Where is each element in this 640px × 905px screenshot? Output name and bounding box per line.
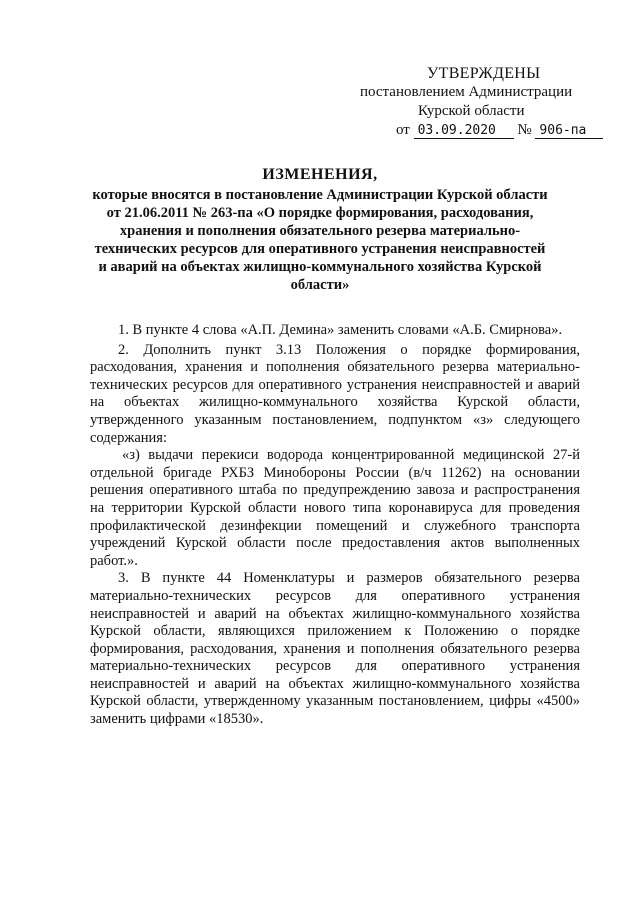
approved-region-line: Курской области: [418, 103, 525, 119]
paragraph-1: 1. В пункте 4 слова «А.П. Демина» заменить словами «А.Б. Смирнова».: [118, 322, 563, 338]
approved-heading: УТВЕРЖДЕНЫ: [427, 65, 541, 82]
approval-date-number-line: [360, 121, 587, 140]
number-prefix: №: [517, 122, 532, 138]
paragraph-3: 3. В пункте 44 Номенклатуры и размеров обязательного резерва материально-технических ресурсов для оперативного устранения неисправностей и аварий на объектах жилищно-коммунального хозяйства Курской области, являющихся приложением к Положению о порядке формирования, расходования, хранения и пополнения обязательного резерва материально-технических ресурсов для оперативного устранения неисправностей и аварий на объектах жилищно-коммунального хозяйства Курской области, утвержденному указанным постановлением, цифры «4500» заменить цифрами «18530».: [90, 570, 580, 728]
document-title: [90, 166, 550, 294]
paragraph-2: 2. Дополнить пункт 3.13 Положения о порядке формирования, расходования, хранения и пополнения обязательного резерва материально-технических ресурсов для оперативного устранения неисправностей и аварий на объектах жилищно-коммунального хозяйства Курской области, утвержденного указанным постановлением, подпунктом «з» следующего содержания:: [90, 341, 580, 446]
approval-date: 03.09.2020: [414, 123, 514, 139]
title-subtitle: которые вносятся в постановление Администрации Курской области от 21.06.2011 № 263-па «О порядке формирования, расходования, хранения и пополнения обязательного резерва материально-технических ресурсов для оперативного устранения неисправностей и аварий на объектах жилищно-коммунального хозяйства Курской области»: [92, 187, 548, 293]
approval-block: [360, 64, 587, 140]
paragraph-2-quote: «з) выдачи перекиси водорода концентрированной медицинской 27-й отдельной бригаде РХБЗ Минобороны России (в/ч 11262) на основании решения оперативного штаба по предупреждению завоза и распространения на территории Курской области нового типа коронавируса для проведения профилактической дезинфекции помещений и служебного транспорта учреждений Курской области после предоставления актов выполненных работ.».: [90, 447, 580, 569]
approval-number: 906-па: [535, 123, 603, 139]
title-heading: ИЗМЕНЕНИЯ,: [262, 166, 378, 183]
document-body: [90, 322, 580, 729]
approved-by-line: постановлением Администрации: [360, 84, 573, 100]
date-prefix: от: [396, 122, 410, 138]
